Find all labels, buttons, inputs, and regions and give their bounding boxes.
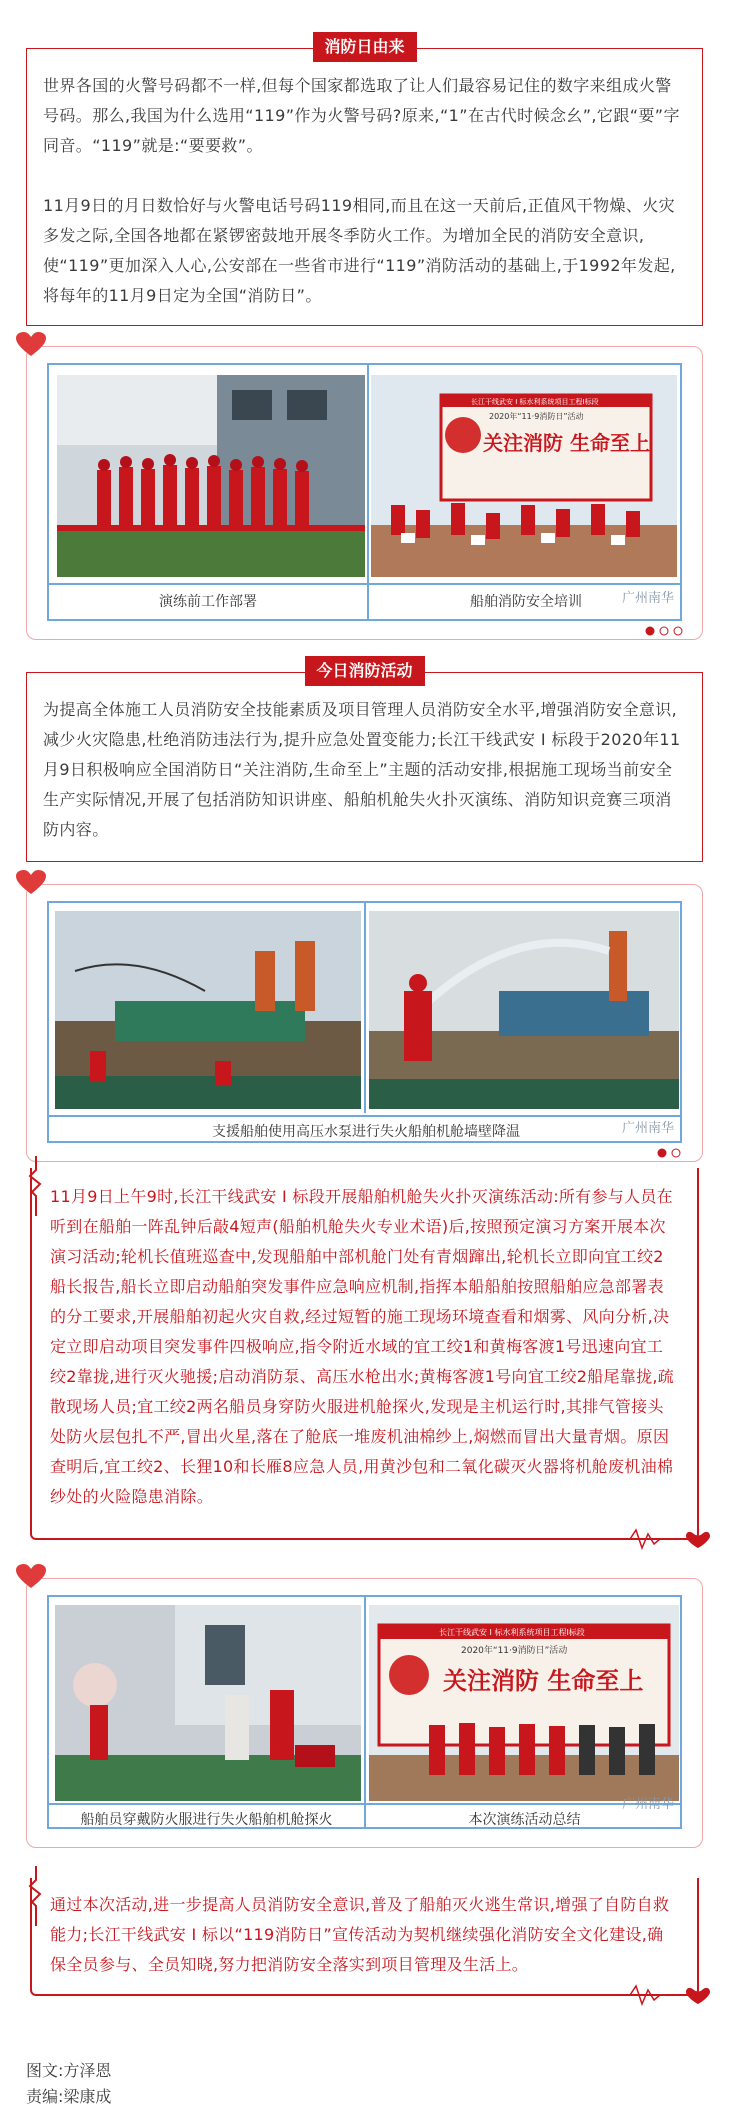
banner-1-line1: 长江干线武安 I 标水利系统项目工程I标段: [471, 398, 599, 406]
gallery-3: [26, 1578, 703, 1848]
photo-fire-safety-training: [371, 375, 677, 577]
origin-paragraph-1: 世界各国的火警号码都不一样,但每个国家都选取了让人们最容易记住的数字来组成火警号码。那么,我国为什么选用“119”作为火警号码?原来,“1”在古代时候念幺”,它跟“要”字同音。“119”就是:“要要救”。: [43, 76, 680, 155]
summary-section: [30, 1878, 699, 1996]
drill-section: [30, 1168, 699, 1540]
ecg-line-icon: [26, 1866, 56, 1926]
caption-pre-drill-briefing: 演练前工作部署: [159, 594, 257, 610]
banner-3-slogan: 关注消防 生命至上: [443, 1667, 644, 1695]
origin-section: [26, 48, 703, 326]
carousel-dots[interactable]: [644, 625, 684, 637]
banner-3-line2: 2020年“11·9消防日”活动: [461, 1646, 568, 1656]
photo-support-ship: [55, 911, 361, 1109]
credit-editor: 责编:梁康成: [26, 2087, 112, 2106]
watermark-3: 广州南华: [621, 1797, 674, 1812]
watermark-1: 广州南华: [621, 591, 674, 606]
ecg-line-icon: [26, 1156, 56, 1216]
drill-paragraph: 11月9日上午9时,长江干线武安 I 标段开展船舶机舱失火扑灭演练活动:所有参与人员在听到在船舶一阵乱钟后敲4短声(船舶机舱失火专业术语)后,按照预定演习方案开展本次演习活动;轮机长值班巡查中,发现船舶中部机舱门处有青烟蹿出,轮机长立即向宜工绞2船长报告,船长立即启动船舶突发事件应急响应机制,指挥本船船舶按照船舶应急部署表的分工要求,开展船舶初起火灾自救,经过短暂的施工现场环境查看和烟雾、风向分析,决定立即启动项目突发事件四极响应,指令附近水域的宜工绞1和黄梅客渡1号迅速向宜工绞2靠拢,进行灭火驰援;启动消防泵、高压水枪出水;黄梅客渡1号向宜工绞2船尾靠拢,疏散现场人员;宜工绞2两名船员身穿防火服进机舱探火,发现是主机运行时,其排气管接头处防火层包扎不严,冒出火星,落在了舱底一堆废机油棉纱上,焖燃而冒出大量青烟。原因查明后,宜工绞2、长狸10和长雁8应急人员,用黄沙包和二氧化碳灭火器将机舱废机油棉纱处的火险隐患消除。: [50, 1187, 675, 1506]
ecg-line-icon: [590, 1524, 710, 1554]
gallery-2: [26, 884, 703, 1162]
heart-icon: [16, 870, 46, 896]
summary-paragraph: 通过本次活动,进一步提高人员消防安全意识,普及了船舶灭火逃生常识,增强了自防自救能力;长江干线武安 I 标以“119消防日”宣传活动为契机继续强化消防安全文化建设,确保全员参与、全员知晓,努力把消防安全落实到项目管理及生活上。: [50, 1895, 670, 1974]
banner-3-line1: 长江干线武安 I 标水利系统项目工程I标段: [439, 1628, 585, 1637]
activity-section: [26, 672, 703, 862]
caption-drill-summary: 本次演练活动总结: [468, 1812, 581, 1828]
gallery-1-frame: [47, 363, 682, 621]
heart-icon: [16, 1564, 46, 1590]
heart-icon: [16, 332, 46, 358]
credit-author: 图文:方泽恩: [26, 2061, 112, 2080]
gallery-2-frame: [47, 901, 682, 1143]
caption-fire-safety-training: 船舶消防安全培训: [470, 594, 582, 610]
origin-tag: 消防日由来: [312, 32, 416, 62]
photo-high-pressure-water: [369, 911, 679, 1109]
caption-fire-suit-inspection: 船舶员穿戴防火服进行失火船舶机舱探火: [80, 1812, 333, 1828]
activity-tag: 今日消防活动: [304, 656, 424, 686]
watermark-2: 广州南华: [621, 1121, 674, 1136]
photo-drill-summary: [369, 1605, 679, 1801]
banner-1-line2: 2020年“11·9消防日”活动: [489, 412, 584, 421]
origin-paragraph-2: 11月9日的月日数恰好与火警电话号码119相同,而且在这一天前后,正值风干物燥、火灾多发之际,全国各地都在紧锣密鼓地开展冬季防火工作。为增加全民的消防安全意识,使“119”更加深入人心,公安部在一些省市进行“119”消防活动的基础上,于1992年发起,将每年的11月9日定为全国“消防日”。: [43, 196, 676, 305]
carousel-dots[interactable]: [656, 1147, 684, 1159]
gallery-3-frame: [47, 1595, 682, 1829]
activity-paragraph: 为提高全体施工人员消防安全技能素质及项目管理人员消防安全水平,增强消防安全意识,减少火灾隐患,杜绝消防违法行为,提升应急处置变能力;长江干线武安 I 标段于2020年11月9日积极响应全国消防日“关注消防,生命至上”主题的活动安排,根据施工现场当前安全生产实际情况,开展了包括消防知识讲座、船舶机舱失火扑灭演练、消防知识竞赛三项消防内容。: [43, 700, 681, 839]
gallery-1: [26, 346, 703, 640]
photo-pre-drill-briefing: [57, 375, 365, 577]
ecg-line-icon: [590, 1980, 710, 2010]
banner-1-slogan: 关注消防 生命至上: [483, 431, 650, 455]
photo-fire-suit-inspection: [55, 1605, 361, 1801]
caption-support-ship-cooling: 支援船舶使用高压水泵进行失火船舶机舱墙壁降温: [212, 1124, 520, 1140]
